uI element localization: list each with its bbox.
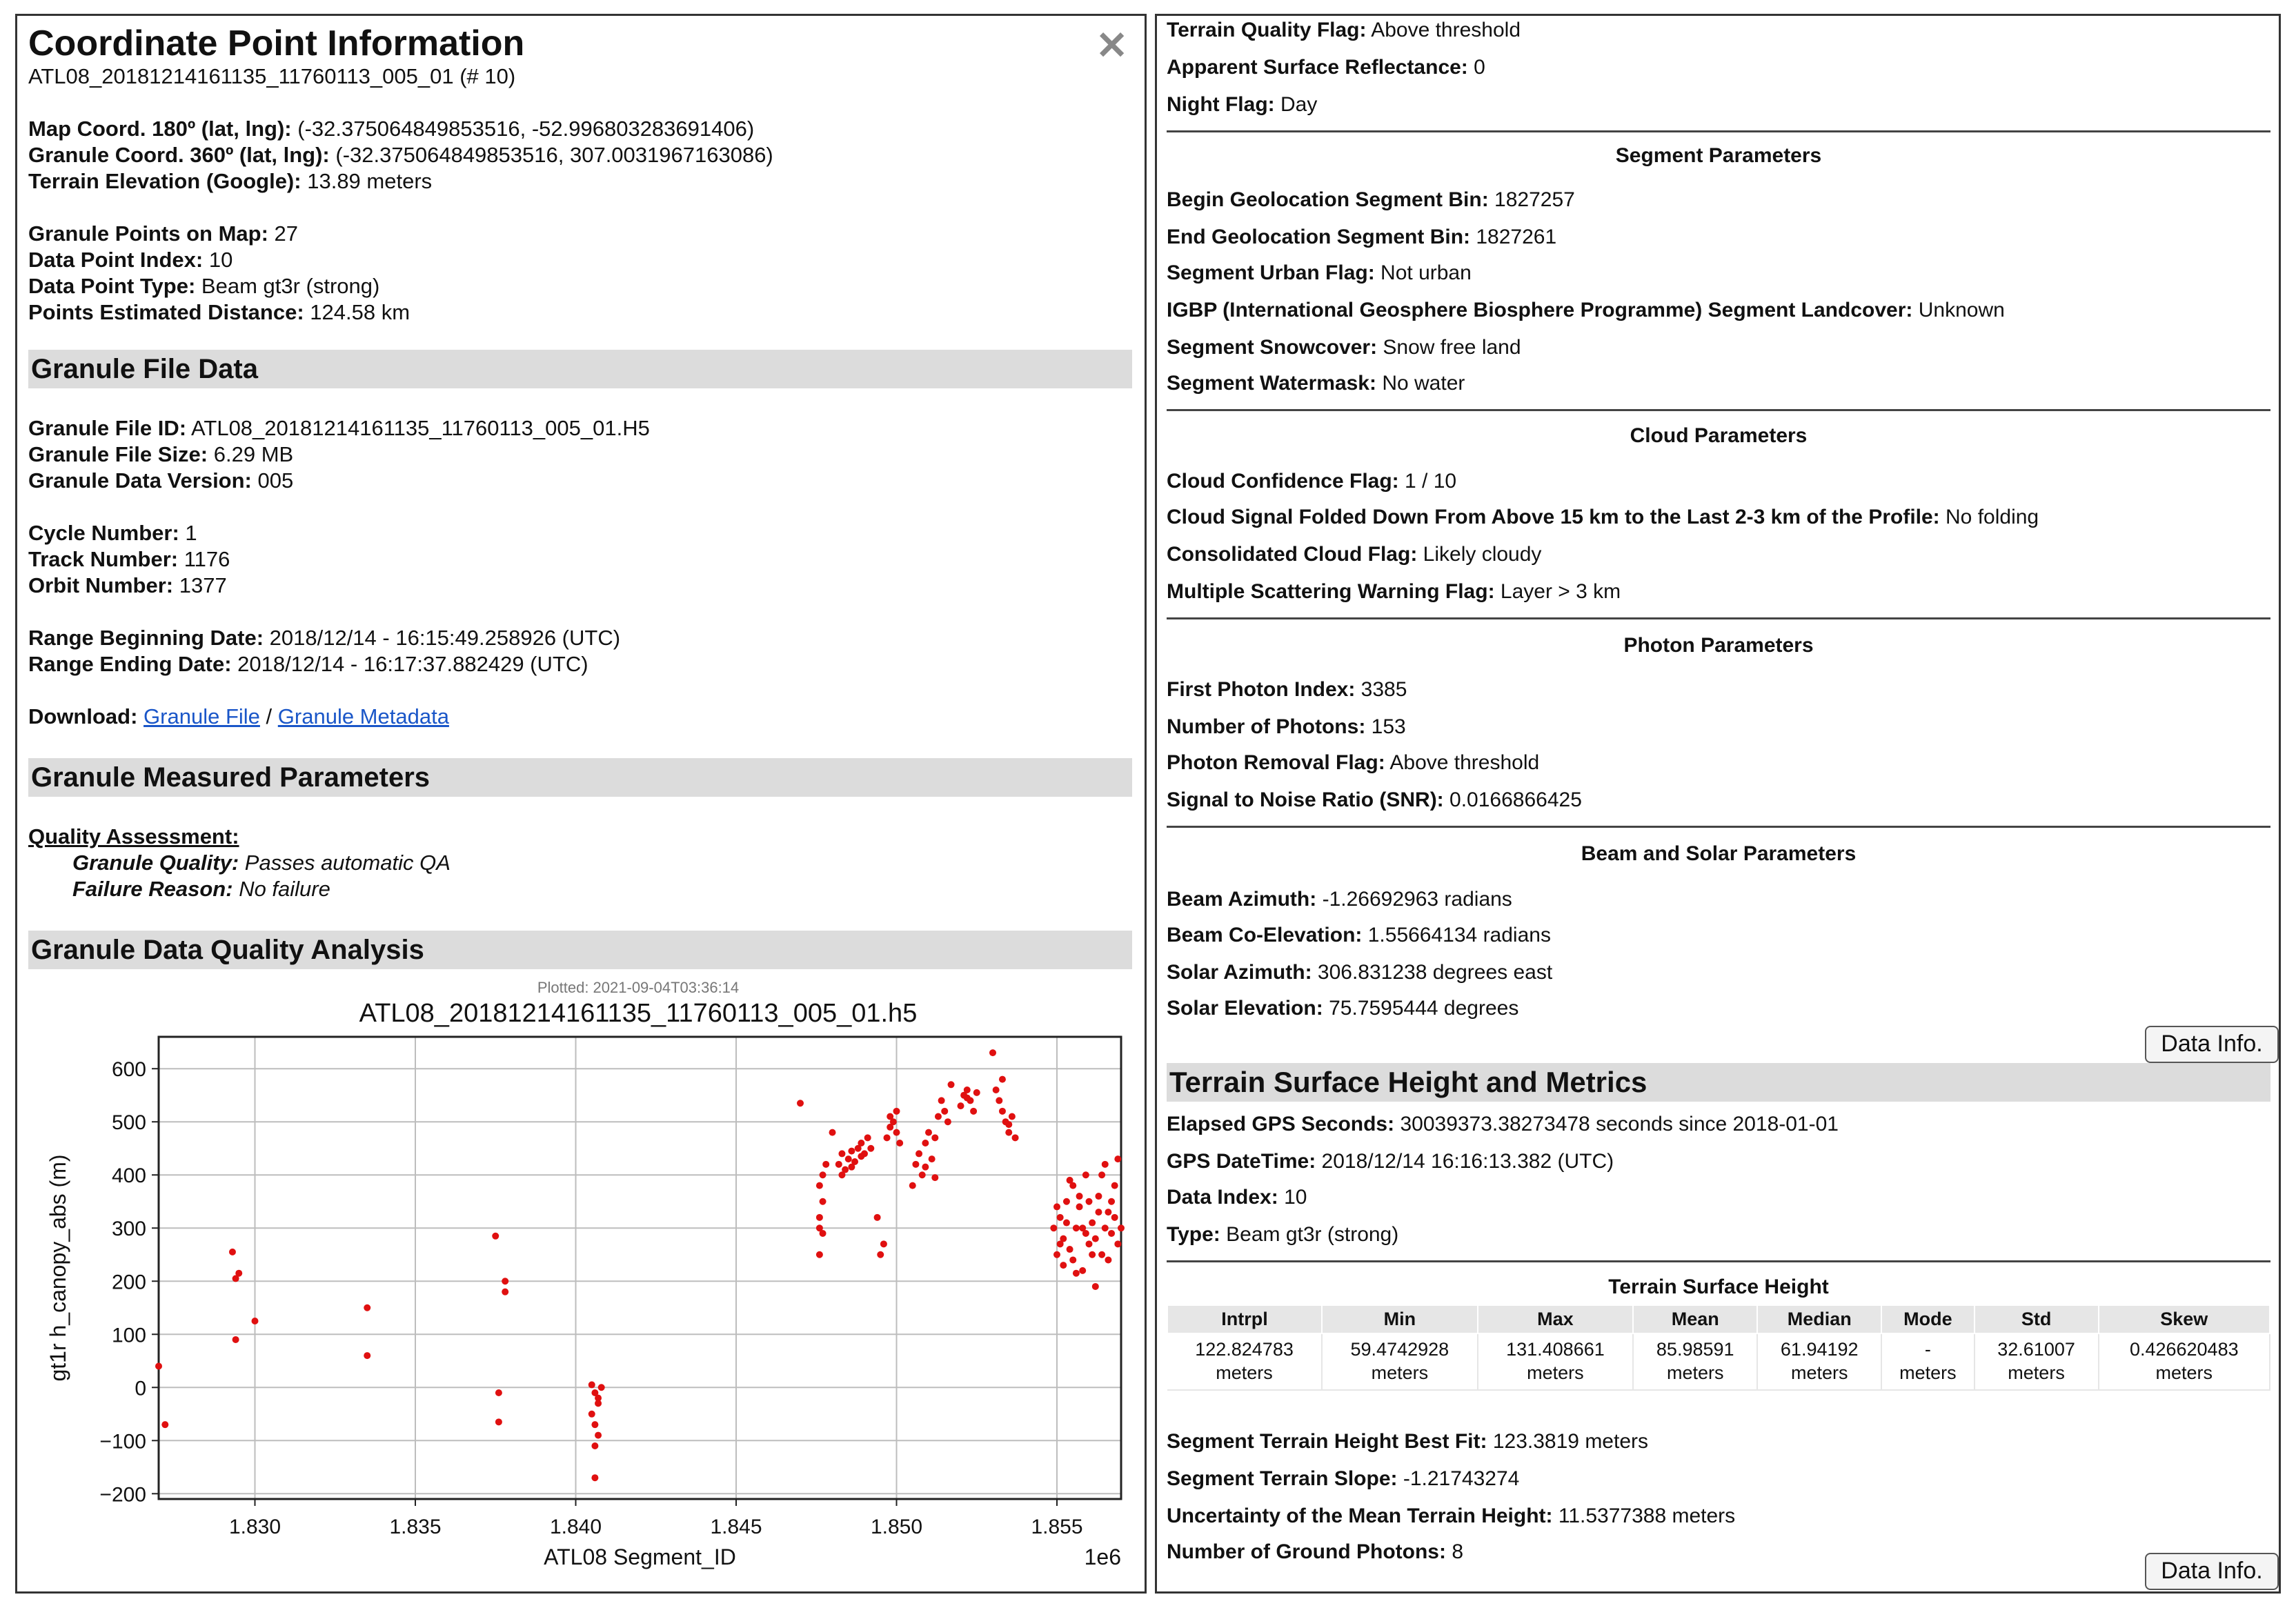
- data-point-index-row: Data Point Index: 10: [28, 248, 233, 272]
- end-geolocation-row: End Geolocation Segment Bin: 1827261: [1167, 226, 1557, 248]
- data-point: [1053, 1203, 1060, 1210]
- table-cell: 59.4742928 meters: [1322, 1333, 1478, 1390]
- data-point: [1012, 1134, 1019, 1141]
- data-point: [838, 1171, 845, 1178]
- terrain-height-heading: Terrain Surface Height: [1608, 1276, 1829, 1298]
- data-point: [492, 1233, 499, 1240]
- points-distance-row: Points Estimated Distance: 124.58 km: [28, 300, 410, 324]
- file-size-row: Granule File Size: 6.29 MB: [28, 442, 294, 466]
- quality-assessment-heading: Quality Assessment:: [28, 824, 239, 848]
- data-point: [941, 1108, 948, 1115]
- data-info-button-2[interactable]: Data Info.: [2145, 1553, 2279, 1590]
- data-point: [591, 1442, 598, 1449]
- y-tick-label: 0: [135, 1377, 146, 1400]
- data-point: [1079, 1224, 1086, 1231]
- data-point: [1053, 1251, 1060, 1258]
- file-id-row: Granule File ID: ATL08_20181214161135_11760113_005_01.H5: [28, 416, 650, 440]
- consolidated-cloud-row: Consolidated Cloud Flag: Likely cloudy: [1167, 543, 1542, 566]
- x-tick-label: 1.850: [870, 1516, 923, 1538]
- data-point: [867, 1145, 874, 1152]
- data-point: [884, 1134, 891, 1141]
- data-point: [1067, 1177, 1073, 1184]
- divider: [1167, 1260, 2270, 1262]
- data-point: [816, 1214, 823, 1221]
- data-point: [1098, 1171, 1105, 1178]
- data-point: [1089, 1220, 1096, 1227]
- data-point: [964, 1086, 971, 1093]
- data-point: [931, 1174, 938, 1181]
- points-on-map-row: Granule Points on Map: 27: [28, 221, 299, 246]
- table-cell: 85.98591 meters: [1633, 1333, 1757, 1390]
- y-tick-label: 200: [111, 1271, 146, 1294]
- data-point: [1050, 1224, 1057, 1231]
- segment-parameters-heading: Segment Parameters: [1615, 144, 1822, 167]
- data-point: [912, 1161, 919, 1168]
- data-point: [1086, 1198, 1093, 1205]
- data-point: [916, 1150, 922, 1157]
- data-point: [938, 1097, 945, 1104]
- x-tick-label: 1.855: [1031, 1516, 1083, 1538]
- divider: [1167, 617, 2270, 619]
- data-point: [944, 1118, 951, 1125]
- data-point: [588, 1411, 595, 1418]
- beam-azimuth-row: Beam Azimuth: -1.26692963 radians: [1167, 888, 1512, 911]
- urban-flag-row: Segment Urban Flag: Not urban: [1167, 261, 1472, 284]
- close-icon[interactable]: ✕: [1096, 23, 1128, 67]
- data-point: [922, 1164, 929, 1171]
- gps-datetime-row: GPS DateTime: 2018/12/14 16:16:13.382 (UTC): [1167, 1150, 1614, 1173]
- elapsed-gps-row: Elapsed GPS Seconds: 30039373.38273478 seconds since 2018-01-01: [1167, 1113, 1839, 1135]
- granule-metadata-link[interactable]: Granule Metadata: [277, 704, 449, 728]
- begin-geolocation-row: Begin Geolocation Segment Bin: 1827257: [1167, 188, 1575, 211]
- data-point: [896, 1140, 903, 1147]
- y-tick-label: −200: [99, 1483, 146, 1507]
- download-row: Download: Granule File / Granule Metadata: [28, 704, 449, 728]
- y-tick-label: 500: [111, 1111, 146, 1135]
- first-photon-row: First Photon Index: 3385: [1167, 678, 1407, 701]
- data-point: [858, 1153, 864, 1160]
- multiple-scattering-row: Multiple Scattering Warning Flag: Layer > 3 km: [1167, 580, 1621, 603]
- solar-azimuth-row: Solar Azimuth: 306.831238 degrees east: [1167, 961, 1553, 984]
- data-point: [1108, 1230, 1115, 1237]
- data-point-type-row: Data Point Type: Beam gt3r (strong): [28, 274, 380, 298]
- orbit-number-row: Orbit Number: 1377: [28, 573, 227, 597]
- table-header: Median: [1757, 1305, 1881, 1333]
- data-info-button[interactable]: Data Info.: [2145, 1026, 2279, 1063]
- terrain-elevation-row: Terrain Elevation (Google): 13.89 meters: [28, 169, 433, 193]
- data-point: [864, 1134, 871, 1141]
- data-point: [1095, 1209, 1102, 1215]
- data-point: [973, 1089, 980, 1096]
- data-point: [848, 1164, 855, 1171]
- data-point: [970, 1108, 977, 1115]
- data-point: [229, 1249, 236, 1255]
- track-number-row: Track Number: 1176: [28, 547, 230, 571]
- table-cell: 61.94192 meters: [1757, 1333, 1881, 1390]
- panel-title: Coordinate Point Information: [28, 23, 525, 63]
- y-tick-label: 300: [111, 1218, 146, 1241]
- data-point: [1063, 1198, 1070, 1205]
- table-cell: 0.426620483 meters: [2099, 1333, 2270, 1390]
- data-point: [887, 1113, 893, 1120]
- data-point: [595, 1395, 602, 1402]
- data-point: [922, 1140, 929, 1147]
- data-point: [822, 1161, 829, 1168]
- data-point: [1111, 1182, 1118, 1189]
- x-tick-label: 1.835: [389, 1516, 442, 1538]
- table-cell: - meters: [1881, 1333, 1974, 1390]
- data-point: [232, 1336, 239, 1343]
- x-tick-label: 1.830: [228, 1516, 281, 1538]
- y-tick-label: 600: [111, 1058, 146, 1082]
- data-point: [252, 1318, 259, 1324]
- beam-coelevation-row: Beam Co-Elevation: 1.55664134 radians: [1167, 924, 1551, 946]
- section-measured-parameters: Granule Measured Parameters: [28, 758, 1132, 797]
- chart-grid: [159, 1037, 1121, 1499]
- quality-scatter-chart: [17, 975, 1147, 1582]
- section-quality-analysis: Granule Data Quality Analysis: [28, 931, 1132, 969]
- divider: [1167, 130, 2270, 132]
- data-point: [235, 1270, 242, 1277]
- photon-removal-row: Photon Removal Flag: Above threshold: [1167, 751, 1540, 774]
- data-point: [1105, 1209, 1111, 1215]
- data-point: [999, 1108, 1006, 1115]
- granule-coord-row: Granule Coord. 360º (lat, lng): (-32.375064849853516, 307.0031967163086): [28, 143, 773, 167]
- data-point: [1067, 1246, 1073, 1253]
- x-tick-label: 1.845: [710, 1516, 762, 1538]
- data-point: [588, 1381, 595, 1388]
- best-fit-row: Segment Terrain Height Best Fit: 123.3819 meters: [1167, 1430, 1649, 1453]
- data-point: [598, 1384, 605, 1391]
- data-point: [909, 1182, 916, 1189]
- data-point: [816, 1182, 823, 1189]
- data-point: [1057, 1214, 1064, 1221]
- x-axis-label: ATL08 Segment_ID: [544, 1545, 736, 1569]
- cloud-parameters-heading: Cloud Parameters: [1630, 424, 1808, 447]
- coordinate-point-panel: [15, 14, 1147, 1594]
- table-cell: 131.408661 meters: [1478, 1333, 1634, 1390]
- divider: [1167, 826, 2270, 828]
- data-point: [1102, 1161, 1109, 1168]
- data-point: [1092, 1235, 1099, 1242]
- y-tick-label: −100: [99, 1430, 146, 1453]
- data-point: [1060, 1262, 1067, 1269]
- table-header: Min: [1322, 1305, 1478, 1333]
- data-point: [1105, 1256, 1111, 1263]
- granule-details-panel: [1155, 14, 2281, 1594]
- data-point: [155, 1362, 162, 1369]
- data-point: [858, 1140, 864, 1147]
- chart-title: ATL08_20181214161135_11760113_005_01.h5: [359, 999, 918, 1028]
- table-header: Max: [1478, 1305, 1634, 1333]
- range-begin-row: Range Beginning Date: 2018/12/14 - 16:15:49.258926 (UTC): [28, 626, 621, 650]
- granule-subtitle: ATL08_20181214161135_11760113_005_01 (# 10): [28, 64, 516, 88]
- data-point: [948, 1081, 955, 1088]
- night-flag-row: Night Flag: Day: [1167, 93, 1318, 116]
- table-header: Mean: [1633, 1305, 1757, 1333]
- table-header: Intrpl: [1167, 1305, 1322, 1333]
- data-point: [1098, 1251, 1105, 1258]
- table-header: Skew: [2099, 1305, 2270, 1333]
- failure-reason-row: Failure Reason: No failure: [72, 877, 330, 901]
- data-point: [958, 1102, 964, 1109]
- data-point: [797, 1100, 804, 1106]
- table-cell: 122.824783 meters: [1167, 1333, 1322, 1390]
- section-granule-file-data: Granule File Data: [28, 350, 1132, 388]
- data-point: [1079, 1267, 1086, 1274]
- granule-file-link[interactable]: Granule File: [144, 704, 260, 728]
- y-ticks: [99, 1058, 159, 1506]
- beam-solar-heading: Beam and Solar Parameters: [1581, 842, 1857, 865]
- data-points: [155, 1049, 1125, 1481]
- igbp-landcover-row: IGBP (International Geosphere Biosphere Programme) Segment Landcover: Unknown: [1167, 299, 2005, 321]
- data-point: [1118, 1224, 1125, 1231]
- terrain-quality-row: Terrain Quality Flag: Above threshold: [1167, 19, 1521, 41]
- data-point: [1082, 1171, 1089, 1178]
- data-point: [929, 1155, 936, 1162]
- x-tick-label: 1.840: [549, 1516, 602, 1538]
- data-point: [495, 1389, 502, 1396]
- data-point: [1057, 1240, 1064, 1247]
- data-point: [874, 1214, 881, 1221]
- data-point: [502, 1278, 508, 1284]
- data-point: [1114, 1240, 1121, 1247]
- terrain-slope-row: Segment Terrain Slope: -1.21743274: [1167, 1467, 1520, 1490]
- data-point: [495, 1418, 502, 1425]
- x-axis-offset: 1e6: [1084, 1545, 1121, 1569]
- data-point: [964, 1095, 971, 1102]
- data-point: [880, 1240, 887, 1247]
- data-point: [502, 1289, 508, 1296]
- data-point: [996, 1097, 1002, 1104]
- data-point: [931, 1134, 938, 1141]
- data-point: [1095, 1193, 1102, 1200]
- data-point: [848, 1148, 855, 1155]
- snr-row: Signal to Noise Ratio (SNR): 0.0166866425: [1167, 788, 1582, 811]
- data-point: [1009, 1113, 1016, 1120]
- data-point: [829, 1129, 836, 1136]
- data-point: [1073, 1270, 1080, 1277]
- type-row: Type: Beam gt3r (strong): [1167, 1223, 1399, 1246]
- data-point: [1086, 1240, 1093, 1247]
- data-point: [993, 1086, 1000, 1093]
- watermask-row: Segment Watermask: No water: [1167, 372, 1465, 395]
- data-point: [591, 1421, 598, 1428]
- data-point: [845, 1155, 852, 1162]
- data-point: [1102, 1224, 1109, 1231]
- data-point: [893, 1129, 900, 1136]
- number-of-photons-row: Number of Photons: 153: [1167, 715, 1406, 738]
- data-point: [1005, 1129, 1012, 1136]
- data-point: [816, 1251, 823, 1258]
- cycle-number-row: Cycle Number: 1: [28, 521, 197, 545]
- table-cell: 32.61007 meters: [1975, 1333, 2099, 1390]
- data-point: [364, 1352, 370, 1359]
- chart-frame: [159, 1037, 1121, 1499]
- data-point: [999, 1076, 1006, 1083]
- x-ticks: [229, 1499, 1083, 1538]
- y-tick-label: 100: [111, 1324, 146, 1347]
- data-point: [1092, 1283, 1099, 1290]
- data-point: [1089, 1251, 1096, 1258]
- data-point: [935, 1113, 942, 1120]
- y-tick-label: 400: [111, 1164, 146, 1188]
- data-point: [893, 1108, 900, 1115]
- y-axis-label: gt1r h_canopy_abs (m): [46, 1154, 70, 1382]
- data-point: [1114, 1155, 1121, 1162]
- snowcover-row: Segment Snowcover: Snow free land: [1167, 336, 1521, 359]
- data-point: [820, 1171, 827, 1178]
- data-point: [1076, 1203, 1083, 1210]
- cloud-confidence-row: Cloud Confidence Flag: 1 / 10: [1167, 470, 1457, 493]
- uncertainty-row: Uncertainty of the Mean Terrain Height: 11.5377388 meters: [1167, 1505, 1736, 1527]
- data-point: [835, 1161, 842, 1168]
- range-end-row: Range Ending Date: 2018/12/14 - 16:17:37.882429 (UTC): [28, 652, 588, 676]
- table-header: Std: [1975, 1305, 2099, 1333]
- data-point: [838, 1150, 845, 1157]
- data-point: [820, 1198, 827, 1205]
- table-header: Mode: [1881, 1305, 1974, 1333]
- terrain-height-table: [1167, 1304, 2270, 1391]
- ground-photons-row: Number of Ground Photons: 8: [1167, 1540, 1463, 1563]
- data-point: [877, 1251, 884, 1258]
- data-point: [816, 1224, 823, 1231]
- section-terrain-surface: Terrain Surface Height and Metrics: [1167, 1063, 2270, 1102]
- data-point: [1069, 1256, 1076, 1263]
- data-point: [919, 1171, 926, 1178]
- data-point: [364, 1304, 370, 1311]
- data-point: [989, 1049, 996, 1056]
- data-point: [1063, 1220, 1070, 1227]
- granule-quality-row: Granule Quality: Passes automatic QA: [72, 851, 451, 875]
- data-point: [595, 1432, 602, 1439]
- map-coord-row: Map Coord. 180º (lat, lng): (-32.375064849853516, -52.996803283691406): [28, 117, 755, 141]
- photon-parameters-heading: Photon Parameters: [1623, 634, 1814, 657]
- data-point: [1108, 1198, 1115, 1205]
- data-point: [1076, 1193, 1083, 1200]
- data-point: [591, 1474, 598, 1481]
- cloud-folded-row: Cloud Signal Folded Down From Above 15 km to the Last 2-3 km of the Profile: No folding: [1167, 506, 2039, 528]
- solar-elevation-row: Solar Elevation: 75.7595444 degrees: [1167, 997, 1519, 1020]
- divider: [1167, 409, 2270, 411]
- data-point: [1111, 1214, 1118, 1221]
- data-index-row: Data Index: 10: [1167, 1186, 1307, 1209]
- data-point: [1073, 1224, 1080, 1231]
- data-point: [161, 1421, 168, 1428]
- data-version-row: Granule Data Version: 005: [28, 468, 294, 493]
- apparent-reflectance-row: Apparent Surface Reflectance: 0: [1167, 56, 1485, 79]
- chart-plotted-timestamp: Plotted: 2021-09-04T03:36:14: [537, 979, 740, 996]
- data-point: [925, 1129, 932, 1136]
- data-point: [1005, 1121, 1012, 1128]
